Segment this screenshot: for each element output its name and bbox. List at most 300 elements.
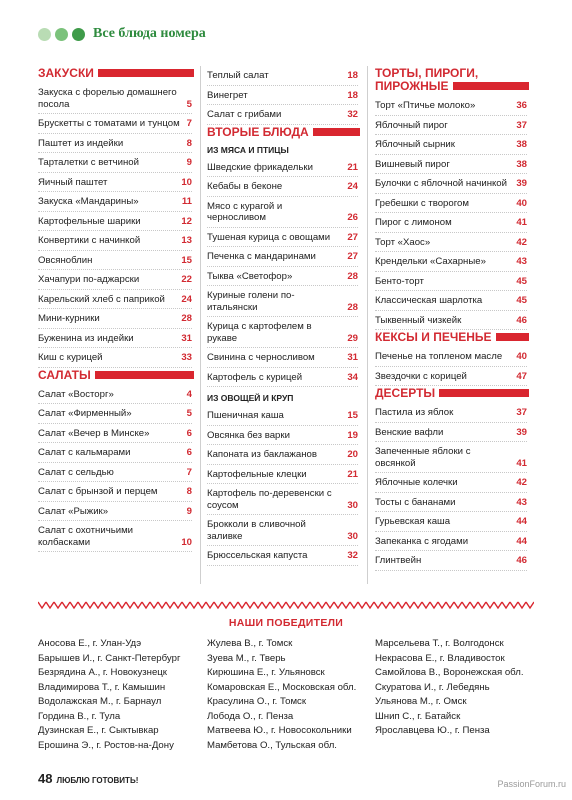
recipe-item bbox=[375, 367, 527, 387]
section-heading: САЛАТЫ bbox=[38, 368, 192, 382]
ornament-chevron bbox=[350, 602, 358, 608]
watermark: PassionForum.ru bbox=[497, 779, 566, 789]
recipe-name: Пастила из яблок bbox=[375, 407, 454, 418]
recipe-name: Картофельные клецки bbox=[207, 468, 307, 480]
recipe-page: 29 bbox=[347, 332, 358, 344]
recipe-name: Закуска «Мандарины» bbox=[38, 196, 139, 207]
recipe-page: 38 bbox=[516, 139, 527, 150]
recipe-item bbox=[375, 512, 527, 532]
recipe-name: Брускетты с томатами и тунцом bbox=[38, 118, 180, 129]
recipe-page: 4 bbox=[186, 388, 192, 400]
winner-entry: Жулева В., г. Томск bbox=[207, 638, 293, 649]
recipes-column-2 bbox=[207, 66, 358, 566]
ornament-chevron bbox=[150, 602, 158, 608]
recipe-name: Куриные голени по-итальянски bbox=[207, 290, 295, 313]
ornament-chevron bbox=[390, 602, 398, 608]
recipe-page: 31 bbox=[347, 352, 358, 363]
recipe-name: Хачапури по-аджарски bbox=[38, 274, 140, 285]
header-dot-1 bbox=[38, 28, 51, 41]
recipe-name: Гребешки с творогом bbox=[375, 197, 469, 209]
ornament-chevron bbox=[462, 602, 470, 608]
column-divider-2 bbox=[367, 66, 368, 584]
section-heading-bar bbox=[453, 82, 529, 90]
recipe-name: Тыква «Светофор» bbox=[207, 270, 293, 282]
recipe-item bbox=[38, 114, 192, 134]
winner-entry: Комаровская Е., Московская обл. bbox=[207, 681, 357, 693]
recipe-page: 40 bbox=[516, 197, 527, 209]
ornament-chevron bbox=[254, 602, 262, 608]
winner-entry: Владимирова Т., г. Камышин bbox=[38, 681, 166, 693]
ornament-chevron bbox=[342, 602, 350, 608]
winner-entry: Аносова Е., г. Улан-Удэ bbox=[38, 638, 142, 649]
winner-entry: Скуратова И., г. Лебедянь bbox=[375, 681, 490, 693]
recipe-name: Карельский хлеб с паприкой bbox=[38, 293, 165, 305]
recipe-item bbox=[207, 515, 358, 546]
recipe-name: Брюссельская капуста bbox=[207, 550, 308, 561]
recipe-name: Яблочные колечки bbox=[375, 477, 458, 488]
recipe-page: 8 bbox=[186, 486, 192, 497]
winner-entry: Водолажская М., г. Барнаул bbox=[38, 696, 162, 707]
winner-entry: Ульянова М., г. Омск bbox=[375, 696, 467, 707]
recipe-page: 5 bbox=[186, 98, 192, 110]
winner-entry: Матвеева Ю., г. Новосокольники bbox=[207, 725, 352, 736]
recipe-page: 8 bbox=[186, 137, 192, 149]
recipe-name: Брокколи в сливочной заливке bbox=[207, 519, 306, 542]
recipe-item bbox=[38, 83, 192, 114]
recipe-item bbox=[207, 445, 358, 465]
section-heading-bar bbox=[439, 389, 529, 397]
section-heading: ДЕСЕРТЫ bbox=[375, 386, 527, 400]
recipe-page: 26 bbox=[347, 212, 358, 223]
winner-entry: Марсельева Т., г. Волгодонск bbox=[375, 638, 504, 649]
winners-column-2 bbox=[207, 637, 356, 753]
ornament-chevron bbox=[126, 602, 134, 608]
section-heading-bar bbox=[496, 333, 529, 341]
recipe-item bbox=[375, 194, 527, 214]
recipe-item bbox=[38, 463, 192, 483]
ornament-chevron bbox=[406, 602, 414, 608]
winners-title: НАШИ ПОБЕДИТЕЛИ bbox=[228, 617, 344, 629]
recipe-page: 39 bbox=[516, 178, 527, 189]
recipe-page: 46 bbox=[516, 555, 527, 566]
recipe-page: 27 bbox=[347, 251, 358, 262]
winner-entry: Ярославцева Ю., г. Пенза bbox=[375, 725, 490, 736]
winner-entry: Барышев И., г. Санкт-Петербург bbox=[38, 652, 181, 664]
recipe-item bbox=[375, 252, 527, 272]
ornament-chevron bbox=[142, 602, 150, 608]
recipe-name: Салат «Вечер в Минске» bbox=[38, 427, 150, 439]
ornament-chevron bbox=[478, 602, 486, 608]
recipe-item bbox=[375, 423, 527, 443]
magazine-name: ЛЮБЛЮ ГОТОВИТЬ! bbox=[56, 776, 139, 785]
winner-entry: Дузинская Е., г. Сыктывкар bbox=[38, 725, 159, 736]
recipes-column-1 bbox=[38, 66, 192, 552]
ornament-chevron bbox=[206, 602, 214, 608]
winner-entry: Мамбетова О., Тульская обл. bbox=[207, 739, 337, 751]
ornament-divider bbox=[38, 600, 534, 610]
recipe-page: 45 bbox=[516, 275, 527, 287]
recipe-name: Салат «Восторг» bbox=[38, 388, 114, 400]
ornament-chevron bbox=[62, 602, 70, 608]
ornament-chevron bbox=[334, 602, 342, 608]
ornament-chevron bbox=[374, 602, 382, 608]
recipe-page: 31 bbox=[181, 332, 192, 344]
recipe-item bbox=[38, 502, 192, 522]
recipe-page: 47 bbox=[516, 370, 527, 382]
recipe-name: Салат с охотничьими колбасками bbox=[38, 525, 134, 548]
page-header bbox=[38, 26, 206, 42]
recipe-name: Вишневый пирог bbox=[375, 158, 450, 170]
ornament-chevron bbox=[526, 602, 534, 608]
page-footer bbox=[38, 771, 138, 786]
recipe-name: Закуска с форелью домашнего посола bbox=[38, 87, 177, 110]
recipe-name: Классическая шарлотка bbox=[375, 295, 483, 306]
recipe-page: 41 bbox=[516, 217, 527, 228]
recipe-item bbox=[207, 247, 358, 267]
recipe-item bbox=[207, 465, 358, 485]
recipe-name: Овсяноблин bbox=[38, 254, 93, 266]
header-dot-2 bbox=[55, 28, 68, 41]
recipe-item bbox=[207, 228, 358, 248]
recipe-name: Звездочки с корицей bbox=[375, 370, 467, 382]
recipe-name: Салат «Рыжик» bbox=[38, 505, 109, 517]
recipe-page: 32 bbox=[347, 550, 358, 561]
recipe-page: 40 bbox=[516, 351, 527, 362]
ornament-chevron bbox=[430, 602, 438, 608]
recipe-name: Салат с брынзой и перцем bbox=[38, 486, 158, 497]
recipe-item bbox=[207, 197, 358, 228]
recipe-item bbox=[375, 213, 527, 233]
recipe-page: 7 bbox=[186, 118, 192, 129]
recipe-page: 36 bbox=[516, 100, 527, 111]
winner-entry: Безрядина А., г. Новокузнецк bbox=[38, 667, 167, 678]
recipe-item bbox=[38, 290, 192, 310]
recipes-column-3 bbox=[375, 66, 527, 571]
recipe-item bbox=[375, 442, 527, 473]
recipe-item bbox=[207, 348, 358, 368]
recipe-item bbox=[38, 482, 192, 502]
recipe-page: 12 bbox=[181, 215, 192, 227]
recipe-name: Конвертики с начинкой bbox=[38, 235, 141, 246]
recipe-name: Мясо с курагой и черносливом bbox=[207, 200, 283, 223]
ornament-chevron bbox=[38, 602, 46, 608]
recipe-page: 38 bbox=[516, 158, 527, 170]
recipe-page: 6 bbox=[186, 447, 192, 458]
ornament-chevron bbox=[86, 602, 94, 608]
recipe-page: 33 bbox=[181, 352, 192, 363]
recipe-page: 21 bbox=[347, 468, 358, 480]
recipe-name: Торт «Птичье молоко» bbox=[375, 100, 476, 111]
recipe-item bbox=[207, 317, 358, 348]
ornament-chevron bbox=[230, 602, 238, 608]
recipe-name: Паштет из индейки bbox=[38, 137, 124, 149]
ornament-chevron bbox=[294, 602, 302, 608]
ornament-chevron bbox=[414, 602, 422, 608]
recipe-name: Торт «Хаос» bbox=[375, 236, 431, 248]
ornament-chevron bbox=[310, 602, 318, 608]
recipe-name: Яичный паштет bbox=[38, 176, 108, 188]
ornament-chevron bbox=[214, 602, 222, 608]
recipe-item bbox=[38, 329, 192, 349]
winner-entry: Красулина О., г. Томск bbox=[207, 696, 307, 707]
recipe-name: Глинтвейн bbox=[375, 555, 422, 566]
ornament-chevron bbox=[470, 602, 478, 608]
recipe-item bbox=[375, 233, 527, 253]
recipe-page: 19 bbox=[347, 429, 358, 441]
ornament-chevron bbox=[78, 602, 86, 608]
ornament-chevron bbox=[358, 602, 366, 608]
ornament-chevron bbox=[110, 602, 118, 608]
recipe-item bbox=[207, 368, 358, 388]
recipe-item bbox=[38, 385, 192, 405]
recipe-name: Киш с курицей bbox=[38, 352, 103, 363]
page-number: 48 bbox=[38, 771, 53, 786]
recipe-item bbox=[38, 309, 192, 329]
recipe-name: Яблочный пирог bbox=[375, 119, 448, 131]
ornament-chevron bbox=[238, 602, 246, 608]
ornament-chevron bbox=[174, 602, 182, 608]
ornament-chevron bbox=[182, 602, 190, 608]
recipe-item bbox=[38, 443, 192, 463]
ornament-chevron bbox=[158, 602, 166, 608]
recipe-item bbox=[375, 155, 527, 175]
winner-entry: Лобода О., г. Пенза bbox=[207, 710, 294, 722]
ornament-chevron bbox=[486, 602, 494, 608]
ornament-chevron bbox=[198, 602, 206, 608]
recipe-page: 37 bbox=[516, 407, 527, 418]
ornament-chevron bbox=[510, 602, 518, 608]
recipe-page: 9 bbox=[186, 157, 192, 168]
section-heading: ТОРТЫ, ПИРОГИ, ПИРОЖНЫЕ bbox=[375, 66, 527, 93]
ornament-chevron bbox=[446, 602, 454, 608]
ornament-chevron bbox=[54, 602, 62, 608]
ornament-chevron bbox=[502, 602, 510, 608]
ornament-chevron bbox=[222, 602, 230, 608]
recipe-page: 28 bbox=[181, 313, 192, 324]
recipe-item bbox=[38, 192, 192, 212]
recipe-name: Салат с кальмарами bbox=[38, 447, 131, 458]
winner-entry: Некрасова Е., г. Владивосток bbox=[375, 652, 505, 664]
recipe-name: Шведские фрикадельки bbox=[207, 161, 313, 173]
recipe-name: Салат «Фирменный» bbox=[38, 408, 132, 419]
recipe-item bbox=[375, 403, 527, 423]
recipe-name: Крендельки «Сахарные» bbox=[375, 256, 486, 267]
recipe-item bbox=[38, 424, 192, 444]
recipe-item bbox=[207, 286, 358, 317]
ornament-chevron bbox=[70, 602, 78, 608]
recipe-page: 42 bbox=[516, 236, 527, 248]
recipe-page: 7 bbox=[186, 466, 192, 478]
ornament-chevron bbox=[382, 602, 390, 608]
recipe-page: 44 bbox=[516, 535, 527, 547]
ornament-chevron bbox=[454, 602, 462, 608]
recipe-page: 45 bbox=[516, 295, 527, 306]
ornament-chevron bbox=[166, 602, 174, 608]
recipe-page: 21 bbox=[347, 161, 358, 173]
recipe-name: Свинина с черносливом bbox=[207, 352, 315, 363]
recipe-page: 37 bbox=[516, 119, 527, 131]
recipe-name: Теплый салат bbox=[207, 70, 269, 81]
recipe-page: 10 bbox=[181, 536, 192, 548]
ornament-chevron bbox=[94, 602, 102, 608]
recipe-page: 24 bbox=[347, 181, 358, 192]
recipe-item bbox=[375, 473, 527, 493]
subsection-heading: ИЗ МЯСА И ПТИЦЫ bbox=[207, 144, 289, 155]
recipe-name: Овсянка без варки bbox=[207, 429, 290, 441]
recipe-name: Пшеничная каша bbox=[207, 410, 284, 421]
ornament-chevron bbox=[366, 602, 374, 608]
ornament-chevron bbox=[302, 602, 310, 608]
recipe-item bbox=[207, 267, 358, 287]
section-heading-bar bbox=[95, 371, 194, 379]
recipe-page: 32 bbox=[347, 109, 358, 120]
recipe-page: 11 bbox=[181, 196, 192, 207]
recipe-item bbox=[207, 406, 358, 426]
recipe-page: 5 bbox=[186, 408, 192, 419]
winner-entry: Шнип С., г. Батайск bbox=[375, 710, 461, 722]
recipe-item bbox=[375, 135, 527, 155]
winner-entry: Самойлова В., Воронежская обл. bbox=[375, 667, 524, 678]
ornament-chevron bbox=[422, 602, 430, 608]
recipe-item bbox=[207, 426, 358, 446]
ornament-chevron bbox=[326, 602, 334, 608]
recipe-item bbox=[375, 347, 527, 367]
page-title: Все блюда номера bbox=[93, 26, 206, 41]
recipe-item bbox=[375, 493, 527, 513]
winners-column-3 bbox=[375, 637, 524, 739]
recipe-item bbox=[38, 231, 192, 251]
recipe-page: 41 bbox=[516, 457, 527, 469]
recipe-item bbox=[38, 212, 192, 232]
recipe-page: 6 bbox=[186, 427, 192, 439]
recipe-name: Печенье на топленом масле bbox=[375, 351, 503, 362]
recipe-item bbox=[38, 153, 192, 173]
recipe-item bbox=[207, 86, 358, 106]
winner-entry: Кирюшина Е., г. Ульяновск bbox=[207, 667, 325, 678]
recipe-item bbox=[375, 311, 527, 331]
ornament-chevron bbox=[270, 602, 278, 608]
recipe-name: Картофельные шарики bbox=[38, 215, 141, 227]
recipe-page: 28 bbox=[347, 270, 358, 282]
recipe-name: Запеканка с ягодами bbox=[375, 535, 469, 547]
header-dot-3 bbox=[72, 28, 85, 41]
recipe-item bbox=[38, 348, 192, 368]
recipe-page: 10 bbox=[181, 176, 192, 188]
recipe-name: Венские вафли bbox=[375, 426, 444, 438]
recipe-item bbox=[38, 251, 192, 271]
recipe-page: 27 bbox=[347, 231, 358, 243]
subsection-heading: ИЗ ОВОЩЕЙ И КРУП bbox=[207, 393, 294, 403]
recipe-page: 30 bbox=[347, 499, 358, 511]
ornament-chevron bbox=[318, 602, 326, 608]
ornament-chevron bbox=[246, 602, 254, 608]
ornament-chevron bbox=[398, 602, 406, 608]
recipe-item bbox=[207, 105, 358, 125]
recipe-name: Гурьевская каша bbox=[375, 516, 451, 527]
recipe-page: 42 bbox=[516, 477, 527, 488]
recipe-page: 30 bbox=[347, 530, 358, 542]
recipe-name: Винегрет bbox=[207, 89, 248, 101]
ornament-chevron bbox=[286, 602, 294, 608]
section-heading: КЕКСЫ И ПЕЧЕНЬЕ bbox=[375, 330, 527, 344]
recipe-page: 22 bbox=[181, 274, 192, 285]
recipe-item bbox=[38, 270, 192, 290]
section-heading-bar bbox=[313, 128, 360, 136]
recipe-item bbox=[375, 116, 527, 136]
recipe-name: Мини-курники bbox=[38, 313, 100, 324]
recipe-item bbox=[207, 158, 358, 178]
recipe-page: 15 bbox=[347, 410, 358, 421]
recipe-item bbox=[38, 521, 192, 552]
recipe-name: Тарталетки с ветчиной bbox=[38, 157, 139, 168]
section-heading: ЗАКУСКИ bbox=[38, 66, 192, 80]
ornament-chevron bbox=[278, 602, 286, 608]
section-heading: ВТОРЫЕ БЛЮДА bbox=[207, 125, 358, 139]
recipe-name: Салат с грибами bbox=[207, 109, 282, 120]
recipe-page: 15 bbox=[181, 254, 192, 266]
recipe-name: Картофель по-деревенски с соусом bbox=[207, 488, 332, 511]
column-divider-1 bbox=[200, 66, 201, 584]
recipe-item bbox=[375, 174, 527, 194]
recipe-page: 44 bbox=[516, 516, 527, 527]
section-heading-bar bbox=[98, 69, 194, 77]
recipe-name: Буженина из индейки bbox=[38, 332, 134, 344]
recipe-item bbox=[375, 551, 527, 571]
recipe-item bbox=[38, 134, 192, 154]
recipe-page: 39 bbox=[516, 426, 527, 438]
recipe-page: 24 bbox=[181, 293, 192, 305]
recipe-name: Булочки с яблочной начинкой bbox=[375, 178, 508, 189]
recipe-item bbox=[38, 404, 192, 424]
recipe-name: Тушеная курица с овощами bbox=[207, 231, 331, 243]
recipe-item bbox=[38, 173, 192, 193]
recipe-name: Запеченные яблоки с овсянкой bbox=[375, 446, 471, 469]
recipe-page: 9 bbox=[186, 505, 192, 517]
ornament-chevron bbox=[438, 602, 446, 608]
recipe-name: Тосты с бананами bbox=[375, 496, 456, 508]
recipe-page: 20 bbox=[347, 449, 358, 460]
winner-entry: Гордина В., г. Тула bbox=[38, 710, 121, 722]
recipe-page: 28 bbox=[347, 301, 358, 313]
ornament-chevron bbox=[518, 602, 526, 608]
recipe-name: Капоната из баклажанов bbox=[207, 449, 317, 460]
ornament-chevron bbox=[190, 602, 198, 608]
recipe-page: 18 bbox=[347, 70, 358, 81]
recipe-item bbox=[207, 66, 358, 86]
ornament-chevron bbox=[102, 602, 110, 608]
recipe-name: Картофель с курицей bbox=[207, 371, 303, 383]
recipe-item bbox=[207, 546, 358, 566]
recipe-name: Тыквенный чизкейк bbox=[375, 314, 462, 326]
recipe-name: Курица с картофелем в рукаве bbox=[207, 321, 312, 344]
ornament-chevron bbox=[494, 602, 502, 608]
recipe-page: 18 bbox=[347, 89, 358, 101]
recipe-item bbox=[375, 291, 527, 311]
recipe-page: 13 bbox=[181, 235, 192, 246]
recipe-name: Кебабы в беконе bbox=[207, 181, 283, 192]
winners-column-1 bbox=[38, 637, 180, 753]
recipe-item bbox=[375, 272, 527, 292]
recipe-item bbox=[207, 484, 358, 515]
recipe-name: Печенка с мандаринами bbox=[207, 251, 316, 262]
winner-entry: Зуева М., г. Тверь bbox=[207, 652, 286, 664]
ornament-chevron bbox=[118, 602, 126, 608]
recipe-item bbox=[207, 177, 358, 197]
recipe-page: 46 bbox=[516, 314, 527, 326]
recipe-name: Салат с сельдью bbox=[38, 466, 114, 478]
recipe-name: Пирог с лимоном bbox=[375, 217, 452, 228]
recipe-item bbox=[375, 96, 527, 116]
